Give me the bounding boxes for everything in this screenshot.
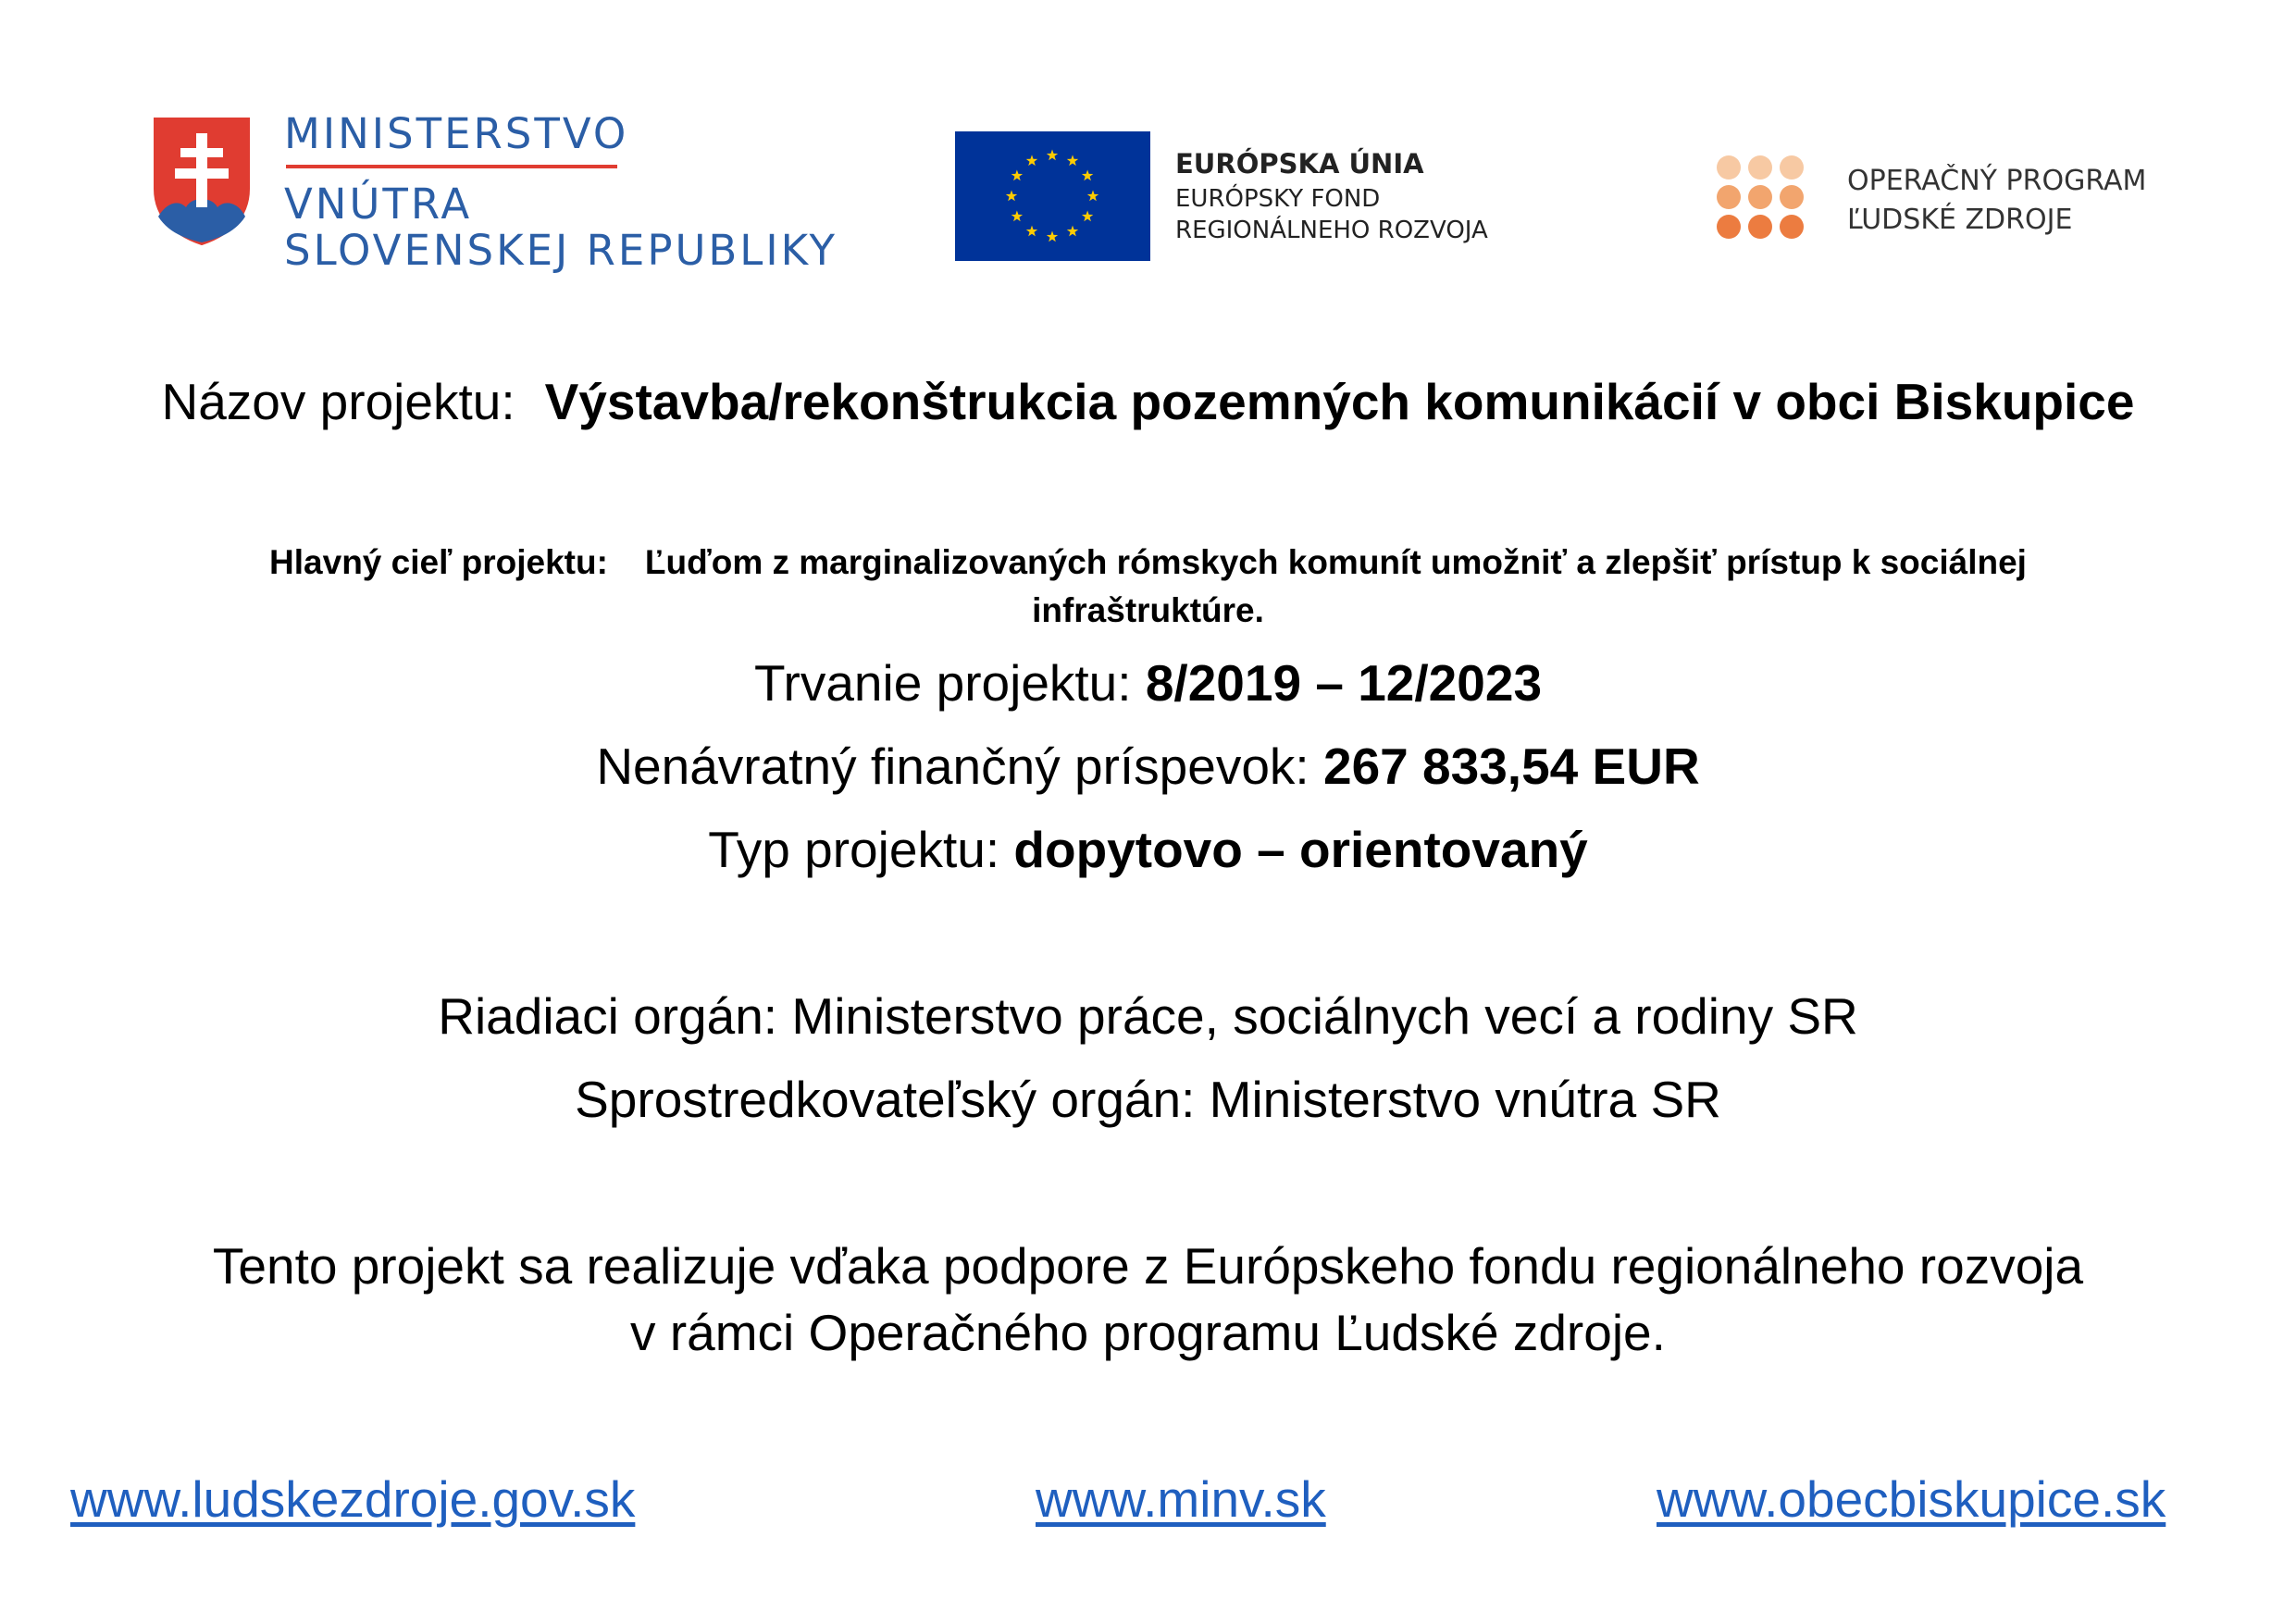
project-duration-label: Trvanie projektu: (753, 654, 1132, 712)
link-obecbiskupice[interactable]: www.obecbiskupice.sk (1657, 1470, 2166, 1528)
project-grant-value: 267 833,54 EUR (1323, 738, 1700, 795)
project-name-row (0, 372, 2296, 431)
funding-statement-line1: Tento projekt sa realizuje vďaka podpore z Európskeho fondu regionálneho rozvoja (212, 1237, 2084, 1295)
op-dot-icon (1717, 215, 1741, 239)
project-goal-value-line2: infraštruktúre. (1032, 591, 1264, 629)
project-duration-value: 8/2019 – 12/2023 (1145, 654, 1543, 712)
funding-statement-line2: v rámci Operačného programu Ľudské zdroje. (630, 1304, 1666, 1361)
managing-authority: Riadiaci orgán: Ministerstvo práce, sociálnych vecí a rodiny SR (438, 987, 1858, 1045)
op-dot-icon (1748, 185, 1772, 209)
ministry-logo-divider (286, 165, 617, 168)
project-type-label: Typ projektu: (708, 821, 1000, 878)
op-dot-icon (1780, 215, 1804, 239)
op-dot-icon (1748, 215, 1772, 239)
project-duration-row (0, 653, 2296, 713)
ministry-logo-line1: MINISTERSTVO (284, 109, 629, 158)
op-dots-icon (1714, 154, 1806, 241)
project-goal-value-line1: Ľuďom z marginalizovaných rómskych komunít umožniť a zlepšiť prístup k sociálnej (644, 543, 2027, 581)
op-human-resources-logo (1714, 154, 2158, 255)
eu-logo (955, 131, 1510, 266)
eu-logo-line2: EURÓPSKY FOND (1175, 185, 1381, 213)
link-ludskezdroje[interactable]: www.ludskezdroje.gov.sk (70, 1470, 636, 1528)
eu-logo-line1: EURÓPSKA ÚNIA (1175, 148, 1424, 180)
op-dot-icon (1780, 185, 1804, 209)
ministry-logo (153, 109, 838, 285)
op-dot-icon (1748, 155, 1772, 180)
project-grant-row (0, 737, 2296, 796)
project-name-value: Výstavba/rekonštrukcia pozemných komunikácií v obci Biskupice (544, 373, 2135, 430)
op-dot-icon (1780, 155, 1804, 180)
ministry-logo-line3: SLOVENSKEJ REPUBLIKY (284, 226, 838, 275)
ministry-logo-line2: VNÚTRA (284, 180, 473, 229)
project-type-value: dopytovo – orientovaný (1013, 821, 1588, 878)
project-grant-label: Nenávratný finančný príspevok: (596, 738, 1309, 795)
op-dot-icon (1717, 185, 1741, 209)
op-dot-icon (1717, 155, 1741, 180)
link-minv[interactable]: www.minv.sk (1036, 1470, 1326, 1528)
eu-logo-line3: REGIONÁLNEHO ROZVOJA (1175, 217, 1488, 244)
op-logo-line2: ĽUDSKÉ ZDROJE (1847, 204, 2073, 236)
slovak-coat-of-arms-icon (153, 117, 251, 246)
op-logo-line1: OPERAČNÝ PROGRAM (1847, 165, 2147, 197)
project-name-label: Názov projektu: (161, 373, 515, 430)
eu-flag-icon (955, 131, 1150, 261)
intermediate-body: Sprostredkovateľský orgán: Ministerstvo vnútra SR (575, 1071, 1721, 1128)
project-type-row (0, 820, 2296, 879)
project-goal-label: Hlavný cieľ projektu: (269, 543, 608, 581)
project-goal-row (0, 539, 2296, 635)
